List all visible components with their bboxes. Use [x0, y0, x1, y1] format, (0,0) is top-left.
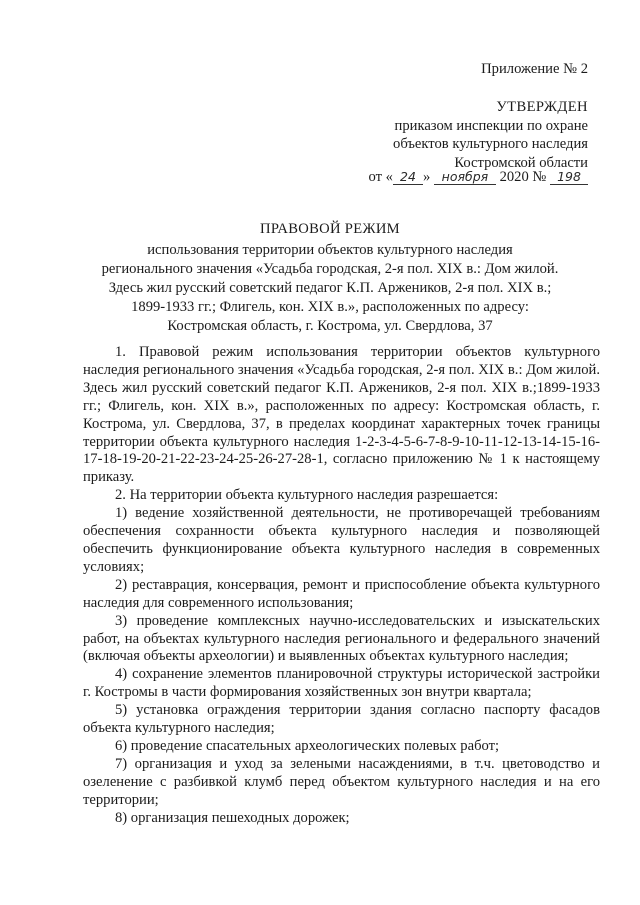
paragraph: 5) установка ограждения территории здания согласно паспорту фасадов объекта культурного наследия; [83, 702, 600, 737]
document-title: ПРАВОВОЙ РЕЖИМ [260, 221, 400, 237]
title-subline: использования территории объектов культурного наследия [147, 242, 513, 258]
title-subline: Костромская область, г. Кострома, ул. Свердлова, 37 [167, 318, 493, 334]
approved-line: Костромской области [454, 154, 588, 171]
title-subline: 1899-1933 гг.; Флигель, кон. XIX в.», расположенных по адресу: [131, 299, 529, 315]
order-year: 2020 № [499, 169, 547, 185]
paragraph: 2) реставрация, консервация, ремонт и приспособление объекта культурного наследия для современного использования; [83, 576, 600, 611]
approval-stamp [393, 98, 588, 172]
paragraph: 4) сохранение элементов планировочной структуры исторической застройки г. Костромы в части формирования хозяйственных зон внутри квартала; [83, 666, 600, 701]
document-title-block [70, 220, 590, 336]
order-number-handwritten: 198 [550, 169, 588, 185]
order-mid: » [422, 169, 431, 185]
title-subline: регионального значения «Усадьба городская, 2-я пол. XIX в.: Дом жилой. [101, 261, 559, 277]
order-date-line [369, 168, 588, 187]
order-prefix: от « [368, 169, 393, 185]
paragraph: 2. На территории объекта культурного наследия разрешается: [115, 487, 499, 504]
paragraph: 1. Правовой режим использования территории объектов культурного наследия регионального значения «Усадьба городская, 2-я пол. XIX в.: Дом жилой. Здесь жил русский советский педагог К.П. Аржеников, 2-я пол. XIX в.;1899-1933 гг.; Флигель, кон. XIX в.», расположенных по адресу: Костромская область, г. Кострома, ул. Свердлова, 37, в пределах координат характерных точек границы территории объекта культурного наследия 1-2-3-4-5-6-7-8-9-10-11-12-13-14-15-16-17-18-19-20-21-22-23-24-25-26-27-28-1, согласно приложению № 1 к настоящему приказу. [83, 344, 600, 486]
paragraph: 6) проведение спасательных археологических полевых работ; [115, 737, 500, 754]
approved-line: объектов культурного наследия [393, 136, 588, 153]
approved-line: приказом инспекции по охране [394, 117, 588, 134]
document-body [83, 344, 600, 827]
order-day-handwritten: 24 [393, 169, 423, 185]
title-subline: Здесь жил русский советский педагог К.П. Аржеников, 2-я пол. XIX в.; [108, 280, 552, 296]
approved-title: УТВЕРЖДЕН [496, 99, 588, 115]
paragraph: 3) проведение комплексных научно-исследовательских и изыскательских работ, на объектах культурного наследия регионального и федерального значений (включая объекты археологии) и выявленных объектах культурного наследия; [83, 612, 600, 665]
paragraph: 1) ведение хозяйственной деятельности, не противоречащей требованиям обеспечения сохранности объекта культурного наследия и позволяющей обеспечить функционирование объекта культурного наследия в современных условиях; [83, 505, 600, 575]
annex-label: Приложение № 2 [481, 61, 588, 77]
order-month-handwritten: ноября [434, 169, 496, 185]
paragraph: 8) организация пешеходных дорожек; [115, 809, 350, 826]
paragraph: 7) организация и уход за зелеными насаждениями, в т.ч. цветоводство и озеленение с разбивкой клумб перед объектом культурного наследия и на его территории; [83, 755, 600, 808]
